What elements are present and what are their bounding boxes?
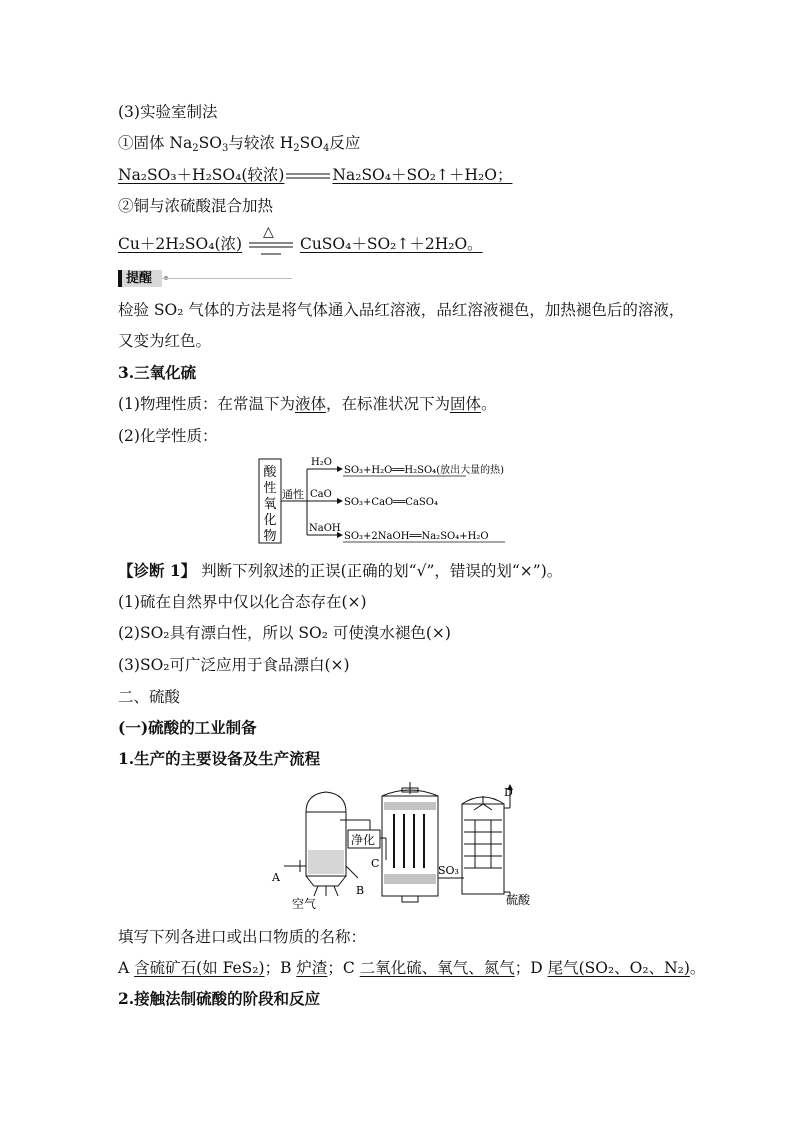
- tip-text-1: 检验 SO₂ 气体的方法是将气体通入品红溶液，品红溶液褪色，加热褪色后的溶液，: [118, 301, 685, 319]
- diagnosis-q2: (2)SO₂具有漂白性，所以 SO₂ 可使溴水褪色(×): [118, 624, 451, 642]
- text: 反应: [329, 134, 361, 152]
- method2-equation: [118, 224, 483, 256]
- double-equals: [284, 168, 332, 184]
- text: (1)物理性质：在常温下为: [118, 395, 295, 413]
- heat-equals: [247, 224, 295, 256]
- eq-right: CuSO₄＋SO₂↑＋2H₂O。: [299, 235, 483, 253]
- label-C: C: [371, 857, 380, 870]
- method2-label: ②铜与浓硫酸混合加热: [118, 197, 274, 215]
- reagent-naoh: NaOH: [309, 523, 341, 534]
- text: ①固体 Na: [118, 134, 193, 152]
- answer-C: 二氧化硫、氧气、氮气: [359, 959, 515, 977]
- text: A: [118, 959, 135, 977]
- reaction-1: SO₃+H₂O══H₂SO₄(放出大量的热): [344, 465, 504, 476]
- answer-D: 尾气(SO₂、O₂、N₂): [547, 959, 690, 977]
- reaction-3: SO₃+2NaOH══Na₂SO₄+H₂O: [344, 531, 489, 542]
- label-D: D: [504, 786, 513, 799]
- section-title-lab-method: (3)实验室制法: [118, 103, 218, 121]
- label-acid: 硫酸: [506, 893, 530, 907]
- diagnosis-q3: (3)SO₂可广泛应用于食品漂白(×): [118, 656, 350, 674]
- box-char: 酸: [263, 465, 277, 480]
- process-flow-diagram: [270, 780, 530, 912]
- tip-badge: [118, 270, 162, 287]
- item-contact-process: 2.接触法制硫酸的阶段和反应: [118, 989, 321, 1008]
- eq-left: Na₂SO₃＋H₂SO₄(较浓): [118, 166, 285, 184]
- section-sulfuric-acid: 二、硫酸: [118, 688, 181, 706]
- label-A: A: [272, 871, 280, 884]
- eq-right: Na₂SO₄＋SO₂↑＋H₂O；: [332, 166, 513, 184]
- text: 与较浓 H: [228, 134, 294, 152]
- heat-condition: △: [263, 224, 274, 240]
- answer-A: 含硫矿石(如 FeS₂): [134, 959, 265, 977]
- box-char: 氧: [263, 497, 277, 512]
- label-so3: SO₃: [438, 864, 459, 877]
- text: ，在标准状况下为: [325, 395, 450, 413]
- method1-equation: [118, 164, 512, 186]
- label-purify: 净化: [351, 833, 376, 847]
- tip-text-2: 又变为红色。: [118, 332, 212, 350]
- diagnosis-prompt: 判断下列叙述的正误(正确的划“√”，错误的划“×”)。: [196, 562, 563, 580]
- answer-B: 炉渣: [296, 959, 328, 977]
- reaction-2: SO₃+CaO══CaSO₄: [344, 497, 438, 508]
- fill-answers: [118, 957, 705, 979]
- eq-left: Cu＋2H₂SO₄(浓): [118, 235, 243, 253]
- reagent-h2o: H₂O: [311, 457, 332, 468]
- item-equipment-flow: 1.生产的主要设备及生产流程: [118, 749, 321, 768]
- answer-liquid: 液体: [294, 395, 326, 413]
- subsection-industrial: (一)硫酸的工业制备: [118, 718, 257, 737]
- method1-label: ①固体 $Na_2SO_3$与较浓 $H_2SO_4$反应: [118, 134, 361, 154]
- tip-header: [118, 268, 678, 290]
- label-air: 空气: [292, 897, 317, 911]
- text: ；D: [514, 959, 548, 977]
- text: 。: [481, 395, 497, 413]
- label-B: B: [356, 884, 365, 897]
- text: ；C: [327, 959, 360, 977]
- diagnosis-label: 【诊断 1】: [118, 561, 197, 580]
- text: 。: [689, 959, 706, 977]
- box-char: 化: [263, 513, 277, 528]
- reagent-cao: CaO: [310, 489, 332, 500]
- fill-prompt: 填写下列各进口或出口物质的名称：: [118, 928, 367, 946]
- text: SO: [198, 134, 222, 152]
- so3-title: 3.三氧化硫: [118, 363, 197, 382]
- tong-label: 通性: [282, 488, 304, 501]
- box-char: 性: [263, 481, 277, 496]
- diagnosis-q1: (1)硫在自然界中仅以化合态存在(×): [118, 593, 367, 611]
- text: SO: [299, 134, 323, 152]
- tip-badge-label: 提醒: [126, 271, 153, 286]
- box-char: 物: [263, 529, 277, 544]
- diagnosis-title: [118, 560, 562, 582]
- so3-reaction-diagram: [255, 455, 515, 547]
- so3-chemical: (2)化学性质：: [118, 427, 218, 445]
- answer-solid: 固体: [450, 395, 482, 413]
- so3-physical: [118, 393, 497, 415]
- text: ；B: [264, 959, 297, 977]
